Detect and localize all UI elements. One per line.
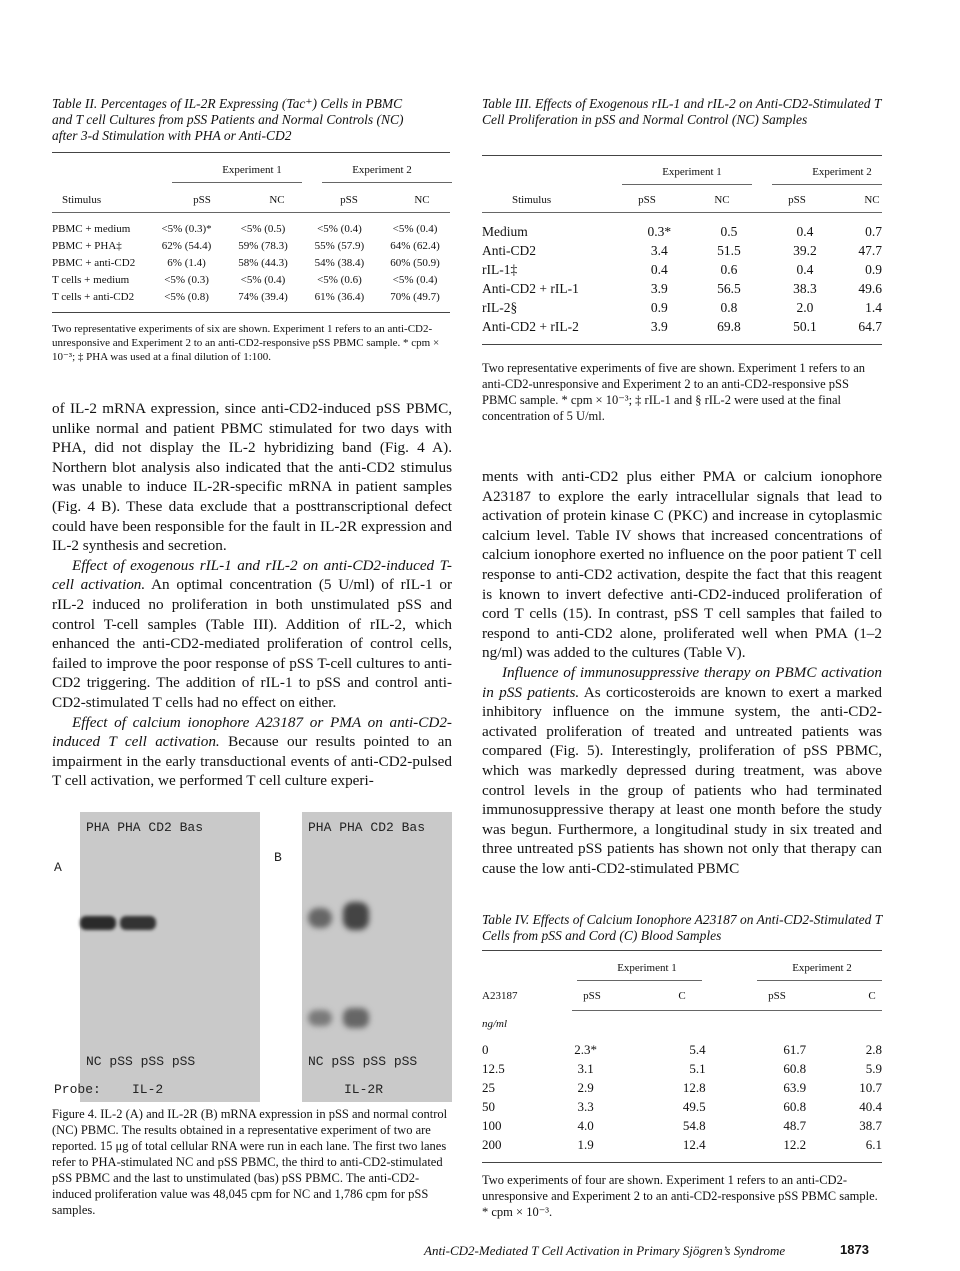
- table4-unit: ng/ml: [482, 1018, 508, 1030]
- table2-cell: <5% (0.8): [164, 290, 209, 303]
- table3-body: [480, 222, 884, 336]
- table2-caption: Table II. Percentages of IL-2R Expressing (Tac⁺) Cells in PBMC and T cell Cultures from pSS Patients and Normal Controls (NC) after 3-d Stimulation with PHA or Anti-CD2: [52, 96, 404, 143]
- table4-cell: 200: [482, 1136, 502, 1152]
- table3-pss2-header: pSS: [788, 194, 806, 206]
- table4-exp2-header: Experiment 2: [792, 962, 852, 974]
- table4-cell: 48.7: [783, 1117, 807, 1133]
- table3-cell: 56.5: [717, 280, 741, 296]
- table3-row: [480, 260, 884, 279]
- table3-stimulus-header: Stimulus: [512, 194, 552, 206]
- table3-exp2-rule: [772, 184, 882, 185]
- table2-cell: 58% (44.3): [238, 256, 288, 269]
- table4-cell: 1.9: [577, 1136, 594, 1152]
- figure4-probe-a: IL-2: [132, 1082, 164, 1097]
- table3-row: [480, 241, 884, 260]
- table4-pss2-header: pSS: [768, 990, 786, 1002]
- table4-exp1-rule: [577, 980, 702, 981]
- figure4-lanes-top-b: PHA PHA CD2 Bas: [308, 820, 426, 835]
- right-paragraph-2: [482, 663, 882, 879]
- table3-cell: 0.4: [796, 261, 814, 277]
- table3-cell: 47.7: [858, 242, 882, 258]
- table2-cell: 60% (50.9): [390, 256, 440, 269]
- table3-header-rule: [482, 212, 882, 213]
- right-body-text: [482, 467, 882, 878]
- table2-cell: <5% (0.4): [392, 273, 438, 286]
- table4-row: [480, 1135, 884, 1154]
- table2-stimulus-header: Stimulus: [62, 194, 102, 206]
- table4-c2-header: C: [868, 990, 876, 1002]
- figure4-panel-b-label: B: [274, 850, 282, 865]
- left-paragraph-2: [52, 556, 452, 713]
- left-paragraph-2-body: An optimal concentration (5 U/ml) of rIL-1 or rIL-2 induced no proliferation in both unstimulated pSS and control T-cell samples (Table III). Addition of rIL-2, which enhanced the anti-CD2-mediated proliferation of control cells, failed to improve the poor response of pSS T-cell cultures to anti-CD2 triggering. The addition of rIL-1 to pSS and control anti-CD2-stimulated T cells had no effect on either.: [52, 576, 452, 711]
- table4-cell: 3.3: [577, 1098, 594, 1114]
- table2-cell: <5% (0.3)*: [161, 222, 212, 235]
- table3-cell: 0.9: [865, 261, 882, 277]
- table3-cell: 0.6: [720, 261, 738, 277]
- table4-cell: 5.1: [689, 1060, 706, 1076]
- table4-cell: 2.8: [865, 1041, 882, 1057]
- table3-cell: 0.3*: [647, 223, 672, 239]
- figure4-panel-a-label: A: [54, 860, 62, 875]
- table3-cell: Anti-CD2 + rIL-1: [482, 280, 579, 296]
- table3-exp1-header: Experiment 1: [662, 166, 722, 178]
- table3-cell: 0.4: [650, 261, 668, 277]
- table3-cell: 2.0: [796, 299, 814, 315]
- table4-caption: Table IV. Effects of Calcium Ionophore A23187 on Anti-CD2-Stimulated T Cells from pSS and Cord (C) Blood Samples: [482, 912, 882, 943]
- table3-cell: 51.5: [717, 242, 741, 258]
- table3-row: [480, 298, 884, 317]
- table4-exp1-header: Experiment 1: [617, 962, 677, 974]
- table2-top-rule: [52, 152, 450, 153]
- table4-row: [480, 1059, 884, 1078]
- table4-cell: 5.4: [689, 1041, 706, 1057]
- band-il2-lane1: [80, 916, 116, 930]
- table2-row: [50, 220, 452, 237]
- table2-body: [50, 220, 452, 305]
- table2-cell: 61% (36.4): [314, 290, 365, 303]
- table2-nc2-header: NC: [414, 194, 430, 206]
- figure4-lanes-bottom-a: NC pSS pSS pSS: [86, 1054, 196, 1069]
- table4-a23187-header: A23187: [482, 990, 518, 1002]
- table4-cell: 10.7: [859, 1079, 882, 1095]
- table2-row: [50, 271, 452, 288]
- table2-exp2-rule: [322, 182, 452, 183]
- table3-cell: 3.9: [650, 318, 668, 334]
- figure4-probe-b: IL-2R: [344, 1082, 384, 1097]
- figure4-caption: Figure 4. IL-2 (A) and IL-2R (B) mRNA expression in pSS and normal control (NC) PBMC. The results obtained in a representative experiment of two are reported. 15 μg of total cellular RNA were run in each lane. The first two lanes refer to PHA-stimulated NC and pSS PBMC, the third to anti-CD2-stimulated pSS PBMC and the last to unstimulated (bas) pSS PBMC. The anti-CD2-induced proliferation value was 48,045 cpm for NC and 1,786 cpm for pSS samples.: [52, 1107, 448, 1217]
- table4-cell: 63.9: [783, 1079, 807, 1095]
- table4-cell: 2.9: [577, 1079, 594, 1095]
- table3-cell: Medium: [482, 223, 528, 239]
- left-paragraph-3-body: Because our results pointed to an impairment in the early transductional events of anti-CD2-pulsed T cell activation, we performed T cell culture experi-: [52, 733, 452, 790]
- running-title: Anti-CD2-Mediated T Cell Activation in Primary Sjögren’s Syndrome: [424, 1243, 786, 1258]
- table2-cell: <5% (0.4): [240, 273, 286, 286]
- table4-cell: 60.8: [783, 1098, 807, 1114]
- table2-cell: 54% (38.4): [314, 256, 365, 269]
- table2-cell: <5% (0.4): [317, 222, 362, 235]
- right-paragraph-1: ments with anti-CD2 plus either PMA or calcium ionophore A23187 to explore the early intracellular signals that lead to activation of protein kinase C (PKC) and increase in cytoplasmic calcium level. Table IV shows that increased concentrations of calcium ionophore exerted no influence on the poor patient T cell response to anti-CD2 activation, despite the fact that this reagent is known to invert defective anti-CD2-induced proliferation of cord T cells (15). In contrast, pSS T cell samples that failed to respond to anti-CD2 alone, proliferated well when PMA (1–2 ng/ml) was added to the cultures (Table V).: [482, 468, 882, 662]
- figure4: [52, 812, 456, 1102]
- table3-cell: Anti-CD2: [482, 242, 536, 258]
- right-paragraph-2-body: As corticosteroids are known to exert a marked inhibitory influence on the immune system, the anti-CD2-activated proliferation of treated and untreated patients was compared (Fig. 5). Interestingly, proliferation of pSS PBMC, which was markedly depressed during treatment, was above control levels in the group of patients who had terminated immunosuppressive therapy at least one month before the study was begun. Furthermore, a longitudinal study in six treated and three untreated pSS patients has shown not only that therapy can cause the low anti-CD2-stimulated PBMC: [482, 683, 883, 877]
- figure4-lanes-top-a: PHA PHA CD2 Bas: [86, 820, 204, 835]
- table3-cell: 0.4: [796, 223, 814, 239]
- table2-exp1-rule: [172, 182, 302, 183]
- table4-c1-header: C: [678, 990, 686, 1002]
- band-il2-lane2: [120, 916, 156, 930]
- table3-cell: 0.9: [650, 299, 668, 315]
- table2-cell: <5% (0.5): [240, 222, 286, 235]
- table2-cell: PBMC + medium: [52, 222, 131, 235]
- table4-cell: 38.7: [859, 1117, 882, 1133]
- table3-cell: 50.1: [793, 318, 817, 334]
- table3-exp1-rule: [622, 184, 752, 185]
- table4-row: [480, 1116, 884, 1135]
- table3-cell: 1.4: [865, 299, 882, 315]
- table4-footnote: Two experiments of four are shown. Experiment 1 refers to an anti-CD2-unresponsive and Experiment 2 to an anti-CD2-responsive pSS PBMC sample. * cpm × 10⁻³.: [482, 1173, 878, 1219]
- table3-top-rule: [482, 155, 882, 156]
- table3-bottom-rule: [482, 344, 882, 345]
- table3-footnote: Two representative experiments of five are shown. Experiment 1 refers to an anti-CD2-unresponsive and Experiment 2 to an anti-CD2-responsive pSS PBMC sample. * cpm × 10⁻³; ‡ rIL-1 and § rIL-2 were used at the final concentration of 5 U/ml.: [482, 361, 866, 423]
- table4-cell: 40.4: [859, 1098, 882, 1114]
- band-il2r-upper-lane2: [343, 902, 369, 930]
- table2-cell: T cells + anti-CD2: [52, 290, 135, 303]
- table2-cell: 70% (49.7): [390, 290, 440, 303]
- table2-pss2-header: pSS: [340, 194, 358, 206]
- table3-cell: 3.4: [650, 242, 668, 258]
- table2-cell: 55% (57.9): [314, 239, 365, 252]
- table2-cell: 6% (1.4): [167, 256, 206, 269]
- table4-cell: 3.1: [577, 1060, 594, 1076]
- table3-cell: 3.9: [650, 280, 668, 296]
- table4-cell: 12.2: [783, 1136, 807, 1152]
- table2-cell: 74% (39.4): [238, 290, 288, 303]
- table3-cell: 64.7: [858, 318, 882, 334]
- table4-cell: 49.5: [682, 1098, 706, 1114]
- table3-cell: 39.2: [793, 242, 817, 258]
- table2-cell: <5% (0.3): [164, 273, 209, 286]
- band-il2r-upper-lane1: [308, 908, 332, 928]
- table3-cell: 0.5: [720, 223, 738, 239]
- table4-cell: 0: [482, 1041, 489, 1057]
- table3-cell: 49.6: [858, 280, 882, 296]
- left-body-text: [52, 399, 452, 791]
- table2-bottom-rule: [52, 312, 450, 313]
- band-il2r-lower-lane2: [343, 1008, 369, 1028]
- table4-cell: 50: [482, 1098, 495, 1114]
- table3-nc2-header: NC: [864, 194, 880, 206]
- table2-cell: 64% (62.4): [390, 239, 440, 252]
- left-paragraph-3: [52, 713, 452, 791]
- table3-row: [480, 222, 884, 241]
- table3-cell: 38.3: [793, 280, 817, 296]
- table2-exp2-header: Experiment 2: [352, 164, 412, 176]
- table4-cell: 6.1: [865, 1136, 882, 1152]
- table4-cell: 2.3*: [574, 1041, 597, 1057]
- table4-body: [480, 1040, 884, 1154]
- table4-bottom-rule: [482, 1162, 882, 1163]
- table4-row: [480, 1078, 884, 1097]
- left-paragraph-3-heading: Effect of calcium ionophore A23187 or PMA on anti-CD2-induced T cell activation.: [52, 713, 452, 751]
- table4-cell: 60.8: [783, 1060, 807, 1076]
- table2-cell: PBMC + anti-CD2: [52, 256, 136, 269]
- right-paragraph-2-heading: Influence of immunosuppressive therapy on PBMC activation in pSS patients.: [482, 663, 882, 701]
- table4-pss1-header: pSS: [583, 990, 601, 1002]
- figure4-lanes-bottom-b: NC pSS pSS pSS: [308, 1054, 418, 1069]
- table3-row: [480, 317, 884, 336]
- table4-cell: 12.4: [682, 1136, 706, 1152]
- table2-cell: T cells + medium: [52, 273, 130, 286]
- table2-header-rule: [52, 212, 450, 213]
- table2-nc1-header: NC: [269, 194, 285, 206]
- table3-cell: 0.8: [720, 299, 738, 315]
- table3-pss1-header: pSS: [638, 194, 656, 206]
- table3-cell: rIL-2§: [482, 299, 518, 315]
- table2-cell: PBMC + PHA‡: [52, 239, 122, 252]
- table4-cell: 5.9: [865, 1060, 882, 1076]
- table3-cell: 69.8: [717, 318, 741, 334]
- table2-cell: 62% (54.4): [161, 239, 212, 252]
- table4-top-rule: [482, 950, 882, 951]
- table2-cell: <5% (0.4): [392, 222, 438, 235]
- table3-cell: 0.7: [865, 223, 882, 239]
- table3-exp2-header: Experiment 2: [812, 166, 872, 178]
- table4-exp2-rule: [757, 980, 882, 981]
- table2-cell: 59% (78.3): [238, 239, 288, 252]
- page-number: 1873: [840, 1242, 869, 1257]
- table2-row: [50, 237, 452, 254]
- table3-cell: rIL-1‡: [482, 261, 518, 277]
- table4-cell: 100: [482, 1117, 502, 1133]
- table3-nc1-header: NC: [714, 194, 730, 206]
- table2-row: [50, 254, 452, 271]
- table4-header-rule: [572, 1010, 882, 1011]
- table3-caption: Table III. Effects of Exogenous rIL-1 and rIL-2 on Anti-CD2-Stimulated T Cell Proliferation in pSS and Normal Control (NC) Samples: [482, 96, 882, 127]
- band-il2r-lower-lane1: [308, 1010, 332, 1026]
- table2-exp1-header: Experiment 1: [222, 164, 282, 176]
- table4-row: [480, 1040, 884, 1059]
- table3-row: [480, 279, 884, 298]
- table4-cell: 25: [482, 1079, 495, 1095]
- table4-cell: 4.0: [577, 1117, 594, 1133]
- table2-cell: <5% (0.6): [317, 273, 362, 286]
- table2-row: [50, 288, 452, 305]
- table3-cell: Anti-CD2 + rIL-2: [482, 318, 579, 334]
- table2-footnote: Two representative experiments of six are shown. Experiment 1 refers to an anti-CD2-unresponsive and Experiment 2 to an anti-CD2-responsive pSS PBMC sample. * cpm × 10⁻³; ‡ PHA was used at a final dilution of 1:100.: [52, 323, 440, 363]
- table2-pss1-header: pSS: [193, 194, 211, 206]
- table4-cell: 61.7: [783, 1041, 807, 1057]
- left-paragraph-1: of IL-2 mRNA expression, since anti-CD2-induced pSS PBMC, unlike normal and patient PBMC stimulated for two days with PHA, did not display the IL-2 hybridizing band (Fig. 4 A). Northern blot analysis also indicated that the anti-CD2 stimulus was unable to induce IL-2R-specific mRNA in patient samples (Fig. 4 B). These data exclude that a posttranscriptional defect could have been responsible for the fault in IL-2R expression and IL-2 synthesis and secretion.: [52, 400, 452, 555]
- table4-row: [480, 1097, 884, 1116]
- left-paragraph-2-heading: Effect of exogenous rIL-1 and rIL-2 on anti-CD2-induced T-cell activation.: [52, 556, 452, 594]
- table4-cell: 12.5: [482, 1060, 505, 1076]
- table4-cell: 54.8: [682, 1117, 706, 1133]
- table4-cell: 12.8: [682, 1079, 706, 1095]
- figure4-probe-label: Probe:: [54, 1082, 101, 1097]
